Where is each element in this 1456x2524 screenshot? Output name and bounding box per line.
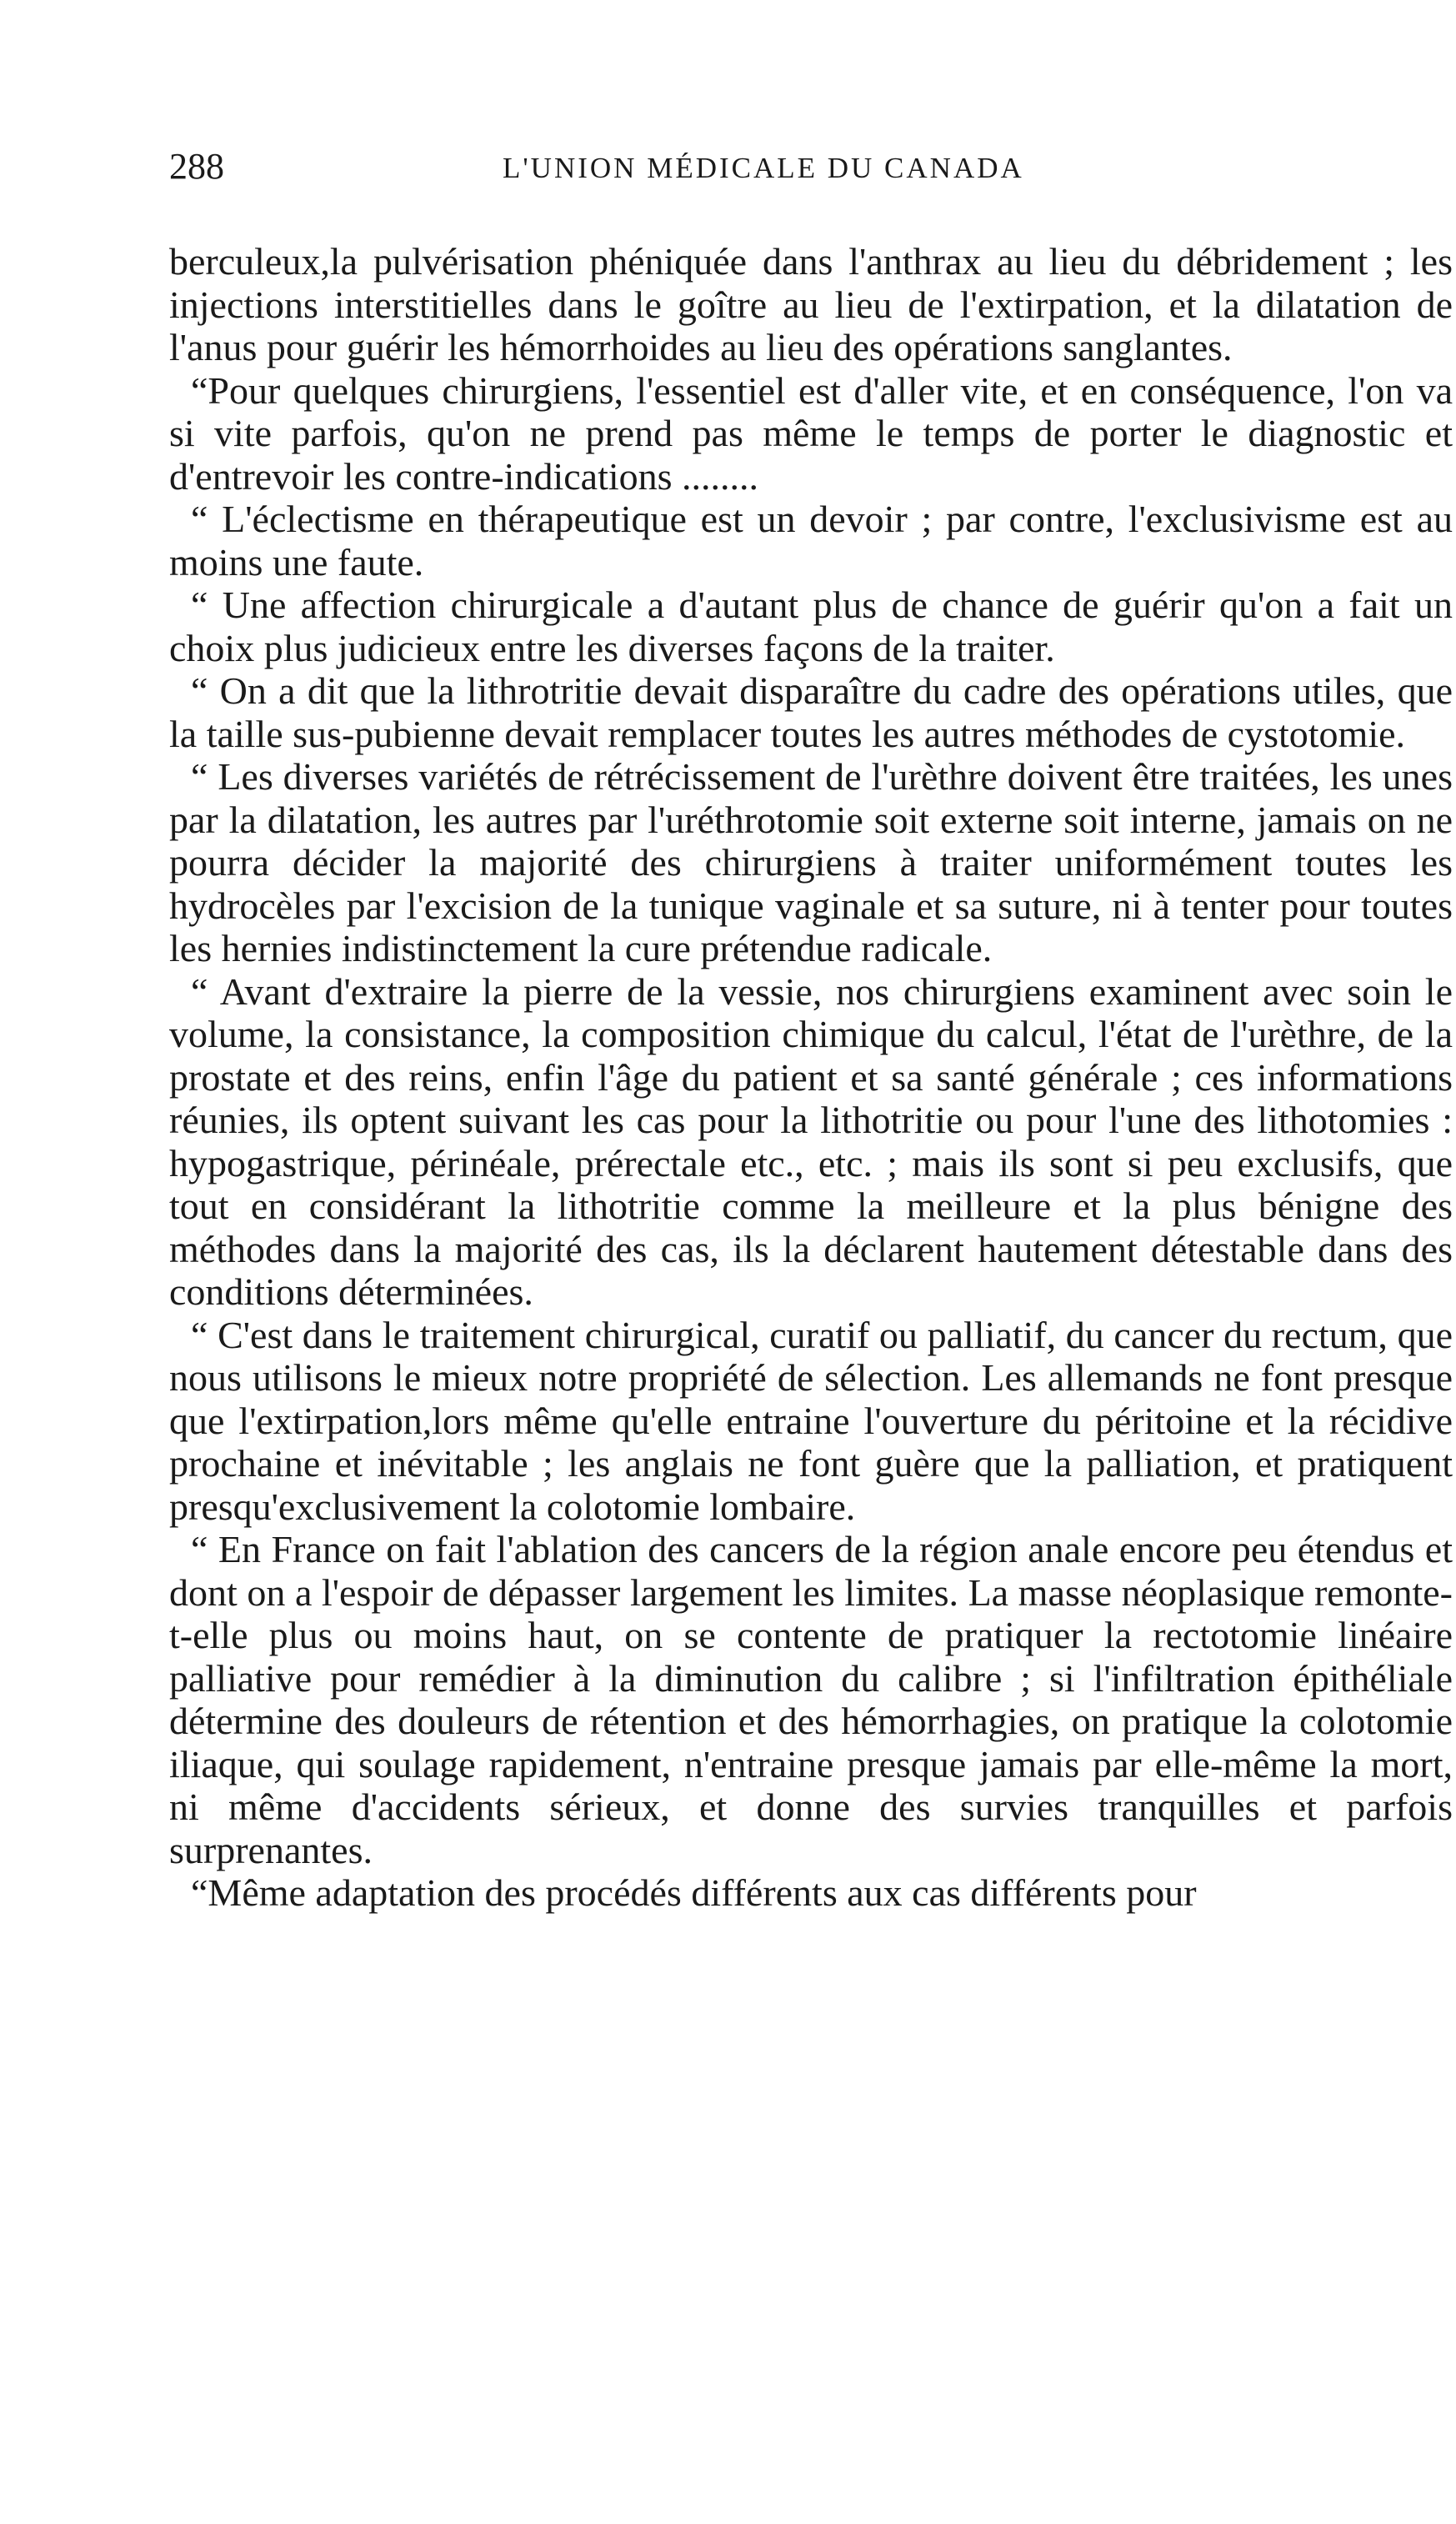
running-head bbox=[169, 142, 1453, 192]
journal-title: L'UNION MÉDICALE DU CANADA bbox=[503, 152, 1024, 184]
page bbox=[169, 142, 1453, 1915]
paragraph: “ C'est dans le traitement chirurgical, curatif ou palliatif, du cancer du rectum, que nous utilisons le mieux notre propriété de sélection. Les allemands ne font presque que l'extirpation,lors même qu'elle entraine l'ouverture du péritoine et la récidive prochaine et inévitable ; les anglais ne font guère que la palliation, et pratiquent presqu'exclusivement la colotomie lombaire. bbox=[169, 1313, 1453, 1528]
paragraph: “ En France on fait l'ablation des cancers de la région anale encore peu étendus et dont on a l'espoir de dépasser largement les limites. La masse néoplasique remonte-t-elle plus ou moins haut, on se contente de pratiquer la rectotomie linéaire palliative pour remédier à la diminution du calibre ; si l'infiltration épithéliale détermine des douleurs de rétention et des hémorrhagies, on pratique la colotomie iliaque, qui soulage rapidement, n'entraine presque jamais par elle-même la mort, ni même d'accidents sérieux, et donne des survies tranquilles et parfois surprenantes. bbox=[169, 1528, 1453, 1871]
paragraph: berculeux,la pulvérisation phéniquée dans l'anthrax au lieu du débridement ; les injections interstitielles dans le goître au lieu de l'extirpation, et la dilatation de l'anus pour guérir les hémorrhoides au lieu des opérations sanglantes. bbox=[169, 240, 1453, 368]
paragraph: “Même adaptation des procédés différents aux cas différents pour bbox=[191, 1871, 1197, 1914]
body-text bbox=[169, 240, 1453, 1915]
paragraph: “ L'éclectisme en thérapeutique est un devoir ; par contre, l'exclusivisme est au moins une faute. bbox=[169, 498, 1453, 583]
paragraph: “ Les diverses variétés de rétrécissement de l'urèthre doivent être traitées, les unes par la dilatation, les autres par l'uréthrotomie soit externe soit interne, jamais on ne pourra décider la majorité des chirurgiens à traiter uniformément toutes les hydrocèles par l'excision de la tunique vaginale et sa suture, ni à tenter pour toutes les hernies indistinctement la cure prétendue radicale. bbox=[169, 755, 1453, 969]
page-number: 288 bbox=[169, 146, 224, 187]
paragraph: “ Avant d'extraire la pierre de la vessie, nos chirurgiens examinent avec soin le volume, la consistance, la composition chimique du calcul, l'état de l'urèthre, de la prostate et des reins, enfin l'âge du patient et sa santé générale ; ces informations réunies, ils optent suivant les cas pour la lithotritie ou pour l'une des lithotomies : hypogastrique, périnéale, prérectale etc., etc. ; mais ils sont si peu exclusifs, que tout en considérant la lithotritie comme la meilleure et la plus bénigne des méthodes dans la majorité des cas, ils la déclarent hautement détestable dans des conditions déterminées. bbox=[169, 969, 1453, 1313]
paragraph: “ Une affection chirurgicale a d'autant plus de chance de guérir qu'on a fait un choix plus judicieux entre les diverses façons de la traiter. bbox=[169, 583, 1453, 669]
paragraph: “Pour quelques chirurgiens, l'essentiel est d'aller vite, et en conséquence, l'on va si vite parfois, qu'on ne prend pas même le temps de porter le diagnostic et d'entrevoir les contre-indications ........ bbox=[169, 368, 1453, 498]
paragraph: “ On a dit que la lithrotritie devait disparaître du cadre des opérations utiles, que la taille sus-pubienne devait remplacer toutes les autres méthodes de cystotomie. bbox=[169, 669, 1453, 755]
